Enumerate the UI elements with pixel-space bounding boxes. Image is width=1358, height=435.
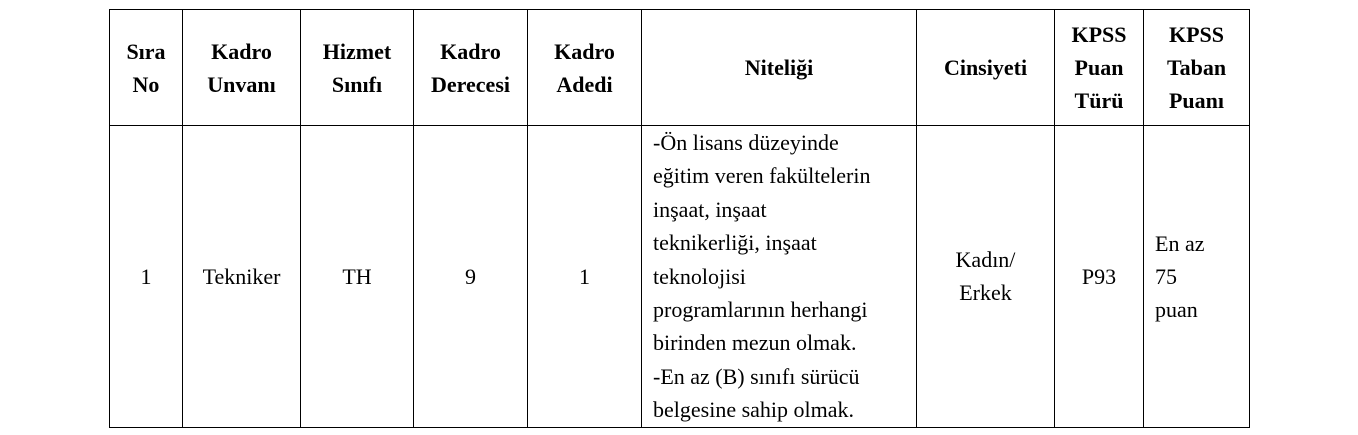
niteligi-line: inşaat, inşaat	[653, 196, 767, 222]
header-text: Cinsiyeti	[943, 55, 1028, 80]
niteligi-line: birinden mezun olmak.	[653, 330, 857, 356]
header-text: KPSS	[1071, 22, 1127, 47]
header-text: Niteliği	[744, 55, 814, 80]
header-text: Kadro	[211, 38, 272, 64]
header-text: Unvanı	[207, 71, 276, 97]
table-row	[110, 126, 1250, 428]
header-text: KPSS	[1168, 22, 1225, 47]
header-kadro-derecesi	[414, 10, 528, 126]
cell-kadro-adedi: 1	[528, 126, 642, 428]
header-kadro-adedi	[528, 10, 642, 126]
header-hizmet-sinifi	[301, 10, 414, 126]
cell-sira-no: 1	[110, 126, 183, 428]
header-text: No	[132, 71, 160, 97]
cell-niteligi	[642, 126, 917, 428]
header-text: Derecesi	[431, 71, 510, 97]
niteligi-line: eğitim veren fakültelerin	[653, 163, 871, 189]
niteligi-line: teknikerliği, inşaat	[653, 230, 817, 256]
header-kadro-unvani	[183, 10, 301, 126]
header-text: Hizmet	[322, 38, 392, 64]
header-row	[110, 10, 1250, 126]
niteligi-line: teknolojisi	[653, 263, 746, 289]
cell-kadro-derecesi: 9	[414, 126, 528, 428]
taban-puani-line: puan	[1155, 296, 1198, 322]
niteligi-line: programlarının herhangi	[653, 297, 868, 323]
taban-puani-line: En az	[1155, 230, 1205, 256]
cinsiyeti-line: Kadın/	[955, 247, 1016, 273]
header-kpss-taban-puani	[1144, 10, 1250, 126]
taban-puani-line: 75	[1155, 263, 1177, 289]
cell-kpss-puan-turu: P93	[1055, 126, 1144, 428]
header-text: Sıra	[126, 38, 166, 64]
header-niteligi	[642, 10, 917, 126]
cell-hizmet-sinifi: TH	[301, 126, 414, 428]
header-text: Kadro	[554, 38, 615, 64]
kadro-table	[109, 9, 1250, 428]
cinsiyeti-line: Erkek	[959, 280, 1012, 306]
header-text: Sınıfı	[331, 71, 383, 97]
niteligi-line: belgesine sahip olmak.	[653, 397, 855, 423]
header-kpss-puan-turu	[1055, 10, 1144, 126]
niteligi-line: -Ön lisans düzeyinde	[653, 130, 839, 155]
header-cinsiyeti	[917, 10, 1055, 126]
header-sira-no	[110, 10, 183, 126]
header-text: Kadro	[440, 38, 501, 64]
header-text: Puan	[1074, 55, 1124, 80]
niteligi-line: -En az (B) sınıfı sürücü	[653, 363, 860, 389]
header-text: Puanı	[1168, 88, 1225, 113]
header-text: Türü	[1074, 88, 1124, 113]
header-text: Taban	[1166, 55, 1227, 80]
cell-kadro-unvani: Tekniker	[183, 126, 301, 428]
cell-cinsiyeti	[917, 126, 1055, 428]
cell-kpss-taban-puani	[1144, 126, 1250, 428]
header-text: Adedi	[556, 71, 613, 97]
